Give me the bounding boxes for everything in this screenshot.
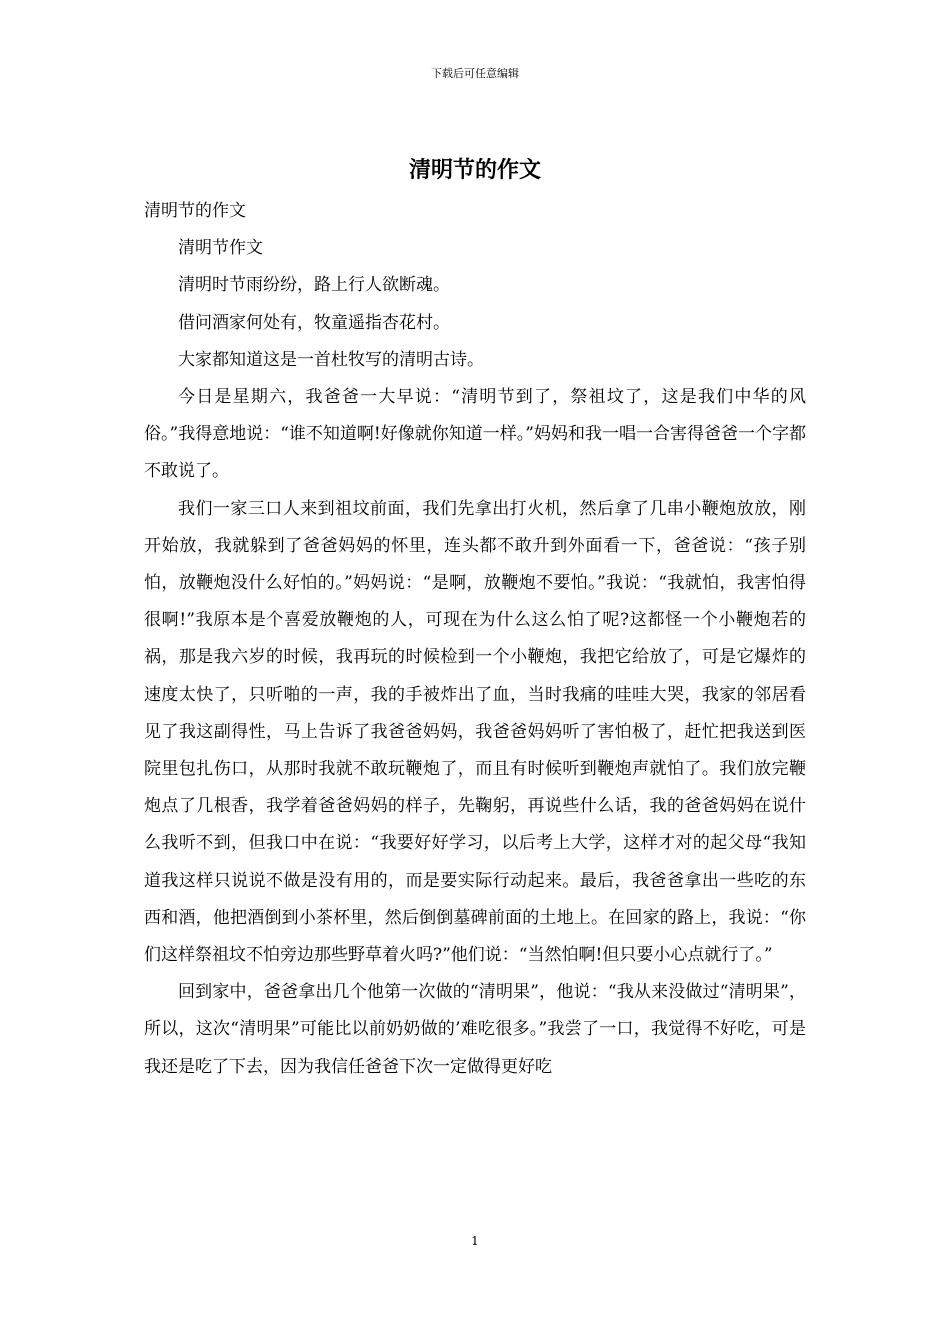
paragraph: 清明节作文 [178, 238, 263, 259]
page-number: 1 [471, 1234, 479, 1248]
paragraph: 回到家中，爸爸拿出几个他第一次做的“清明果”，他说：“我从来没做过“清明果”，所以，这次“清明果”可能比以前奶奶做的’难吃很多。”我尝了一口，我觉得不好吃，可是我还是吃了下去，因为我信任爸爸下次一定做得更好吃 [144, 982, 806, 1077]
paragraph: 今日是星期六，我爸爸一大早说：“清明节到了，祭祖坟了，这是我们中华的风俗。”我得意地说：“谁不知道啊!好像就你知道一样。”妈妈和我一唱一合害得爸爸一个字都不敢说了。 [144, 387, 806, 482]
paragraph: 清明节的作文 [144, 201, 246, 221]
paragraph: 清明时节雨纷纷，路上行人欲断魂。 [178, 275, 450, 296]
paragraph: 借问酒家何处有，牧童遥指杏花村。 [178, 312, 450, 333]
document-title: 清明节的作文 [408, 157, 541, 183]
document-body [144, 193, 806, 1086]
page-header: 下载后可任意编辑 [431, 67, 519, 80]
paragraph: 我们一家三口人来到祖坟前面，我们先拿出打火机，然后拿了几串小鞭炮放放，刚开始放，我就躲到了爸爸妈妈的怀里，连头都不敢升到外面看一下，爸爸说：“孩子别怕，放鞭炮没什么好怕的。”妈妈说：“是啊，放鞭炮不要怕。”我说：“我就怕，我害怕得很啊!”我原本是个喜爱放鞭炮的人，可现在为什么这么怕了呢?这都怪一个小鞭炮若的祸，那是我六岁的时候，我再玩的时候检到一个小鞭炮，我把它给放了，可是它爆炸的速度太快了，只听啪的一声，我的手被炸出了血，当时我痛的哇哇大哭，我家的邻居看见了我这副得性，马上告诉了我爸爸妈妈，我爸爸妈妈听了害怕极了，赶忙把我送到医院里包扎伤口，从那时我就不敢玩鞭炮了，而且有时候听到鞭炮声就怕了。我们放完鞭炮点了几根香，我学着爸爸妈妈的样子，先鞠躬，再说些什么话，我的爸爸妈妈在说什么我听不到，但我口中在说：“我要好好学习，以后考上大学，这样才对的起父母“我知道我这样只说说不做是没有用的，而是要实际行动起来。最后，我爸爸拿出一些吃的东西和酒，他把酒倒到小茶杯里，然后倒倒墓碑前面的土地上。在回家的路上，我说：“你们这样祭祖坟不怕旁边那些野草着火吗?”他们说：“当然怕啊!但只要小心点就行了。” [144, 498, 806, 966]
paragraph: 大家都知道这是一首杜牧写的清明古诗。 [178, 349, 484, 370]
